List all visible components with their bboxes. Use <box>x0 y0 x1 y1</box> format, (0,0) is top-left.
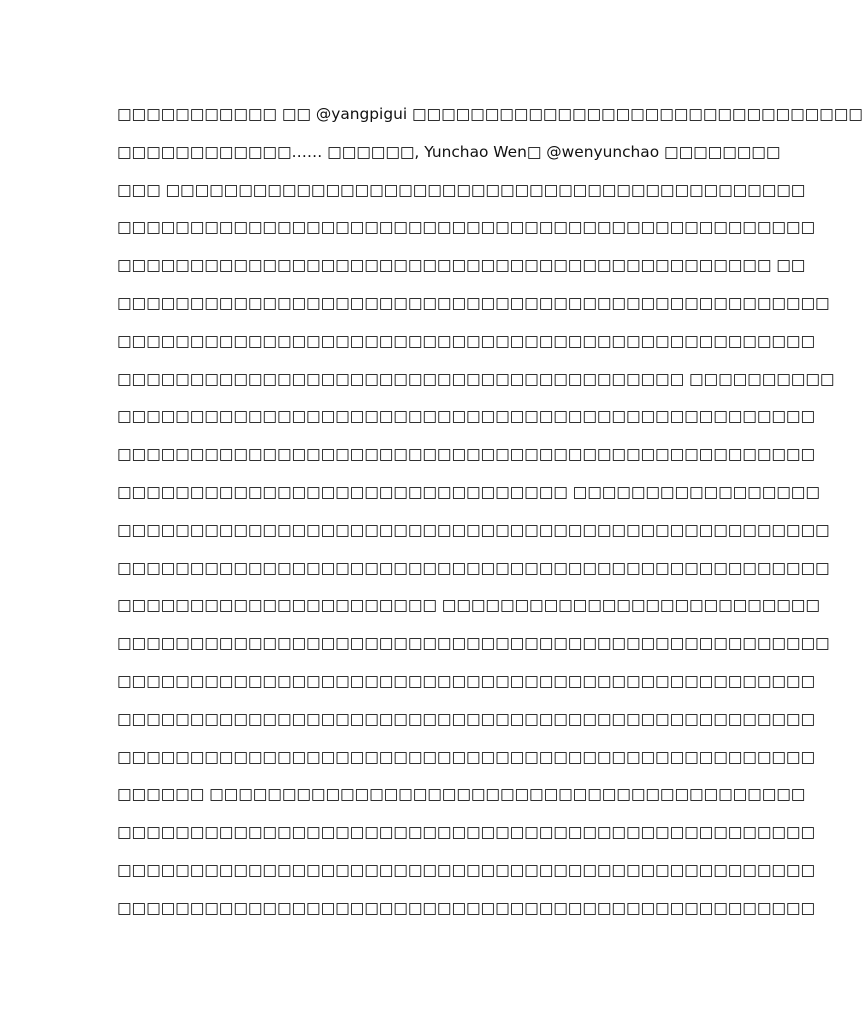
text-line: □□□□□□□□□□□ □□ @yangpigui □□□□□□□□□□□□□□□□□□□□□□□□□□□□□□□ <box>117 105 863 123</box>
text-line: □□□□□□□□□□□□□□□□□□□□□□□□□□□□□□□□□□□□□□□□□□□□□□□□ <box>117 218 815 237</box>
text-line: □□□□□□□□□□□□□□□□□□□□□□□□□□□□□□□□□□□□□□□□□□□□□□□□□ <box>117 558 830 577</box>
text-line: □□□□□□ □□□□□□□□□□□□□□□□□□□□□□□□□□□□□□□□□□□□□□□□□ <box>117 785 806 804</box>
text-line: □□□□□□□□□□□□□□□□□□□□□□□□□□□□□□□□□□□□□□□□□□□□□□□□□ <box>117 520 830 539</box>
text-line: □□□□□□□□□□□□□□□□□□□□□□□□□□□□□□□□□□□□□□□□□□□□□□□□ <box>117 671 815 690</box>
text-line: □□□□□□□□□□□□□□□□□□□□□□□□□□□□□□□□□□□□□□□□□□□□□□□□ <box>117 898 815 917</box>
text-line: □□□□□□□□□□□□□□□□□□□□□□□□□□□□□□□□□□□□□□□ □□□□□□□□□□ <box>117 369 835 388</box>
text-line: □□□□□□□□□□□□…… □□□□□□, Yunchao Wen□ @wenyunchao □□□□□□□□ <box>117 142 781 161</box>
text-line: □□□□□□□□□□□□□□□□□□□□□□□□□□□□□□□□□□□□□□□□□□□□□□□□ <box>117 407 815 426</box>
text-line: □□□□□□□□□□□□□□□□□□□□□□□□□□□□□□□□□□□□□□□□□□□□□□□□□ <box>117 634 830 653</box>
text-line: □□□ □□□□□□□□□□□□□□□□□□□□□□□□□□□□□□□□□□□□□□□□□□□□ <box>117 180 806 199</box>
text-line: □□□□□□□□□□□□□□□□□□□□□□□□□□□□□□□□□□□□□□□□□□□□□□□□ <box>117 331 815 350</box>
text-line: □□□□□□□□□□□□□□□□□□□□□□□□□□□□□□□□□□□□□□□□□□□□□□□□ <box>117 747 815 766</box>
text-line: □□□□□□□□□□□□□□□□□□□□□□ □□□□□□□□□□□□□□□□□□□□□□□□□□ <box>117 596 820 615</box>
text-line: □□□□□□□□□□□□□□□□□□□□□□□□□□□□□□□□□□□□□□□□□□□□□□□□ <box>117 709 815 728</box>
text-line: □□□□□□□□□□□□□□□□□□□□□□□□□□□□□□□ □□□□□□□□□□□□□□□□□ <box>117 482 820 501</box>
text-line: □□□□□□□□□□□□□□□□□□□□□□□□□□□□□□□□□□□□□□□□□□□□□□□□ <box>117 823 815 842</box>
text-line: □□□□□□□□□□□□□□□□□□□□□□□□□□□□□□□□□□□□□□□□□□□□□□□□ <box>117 445 815 464</box>
text-line: □□□□□□□□□□□□□□□□□□□□□□□□□□□□□□□□□□□□□□□□□□□□□□□□ <box>117 860 815 879</box>
text-line: □□□□□□□□□□□□□□□□□□□□□□□□□□□□□□□□□□□□□□□□□□□□□□□□□ <box>117 293 830 312</box>
text-line: □□□□□□□□□□□□□□□□□□□□□□□□□□□□□□□□□□□□□□□□□□□□□ □□ <box>117 256 806 275</box>
body-text <box>117 96 863 928</box>
